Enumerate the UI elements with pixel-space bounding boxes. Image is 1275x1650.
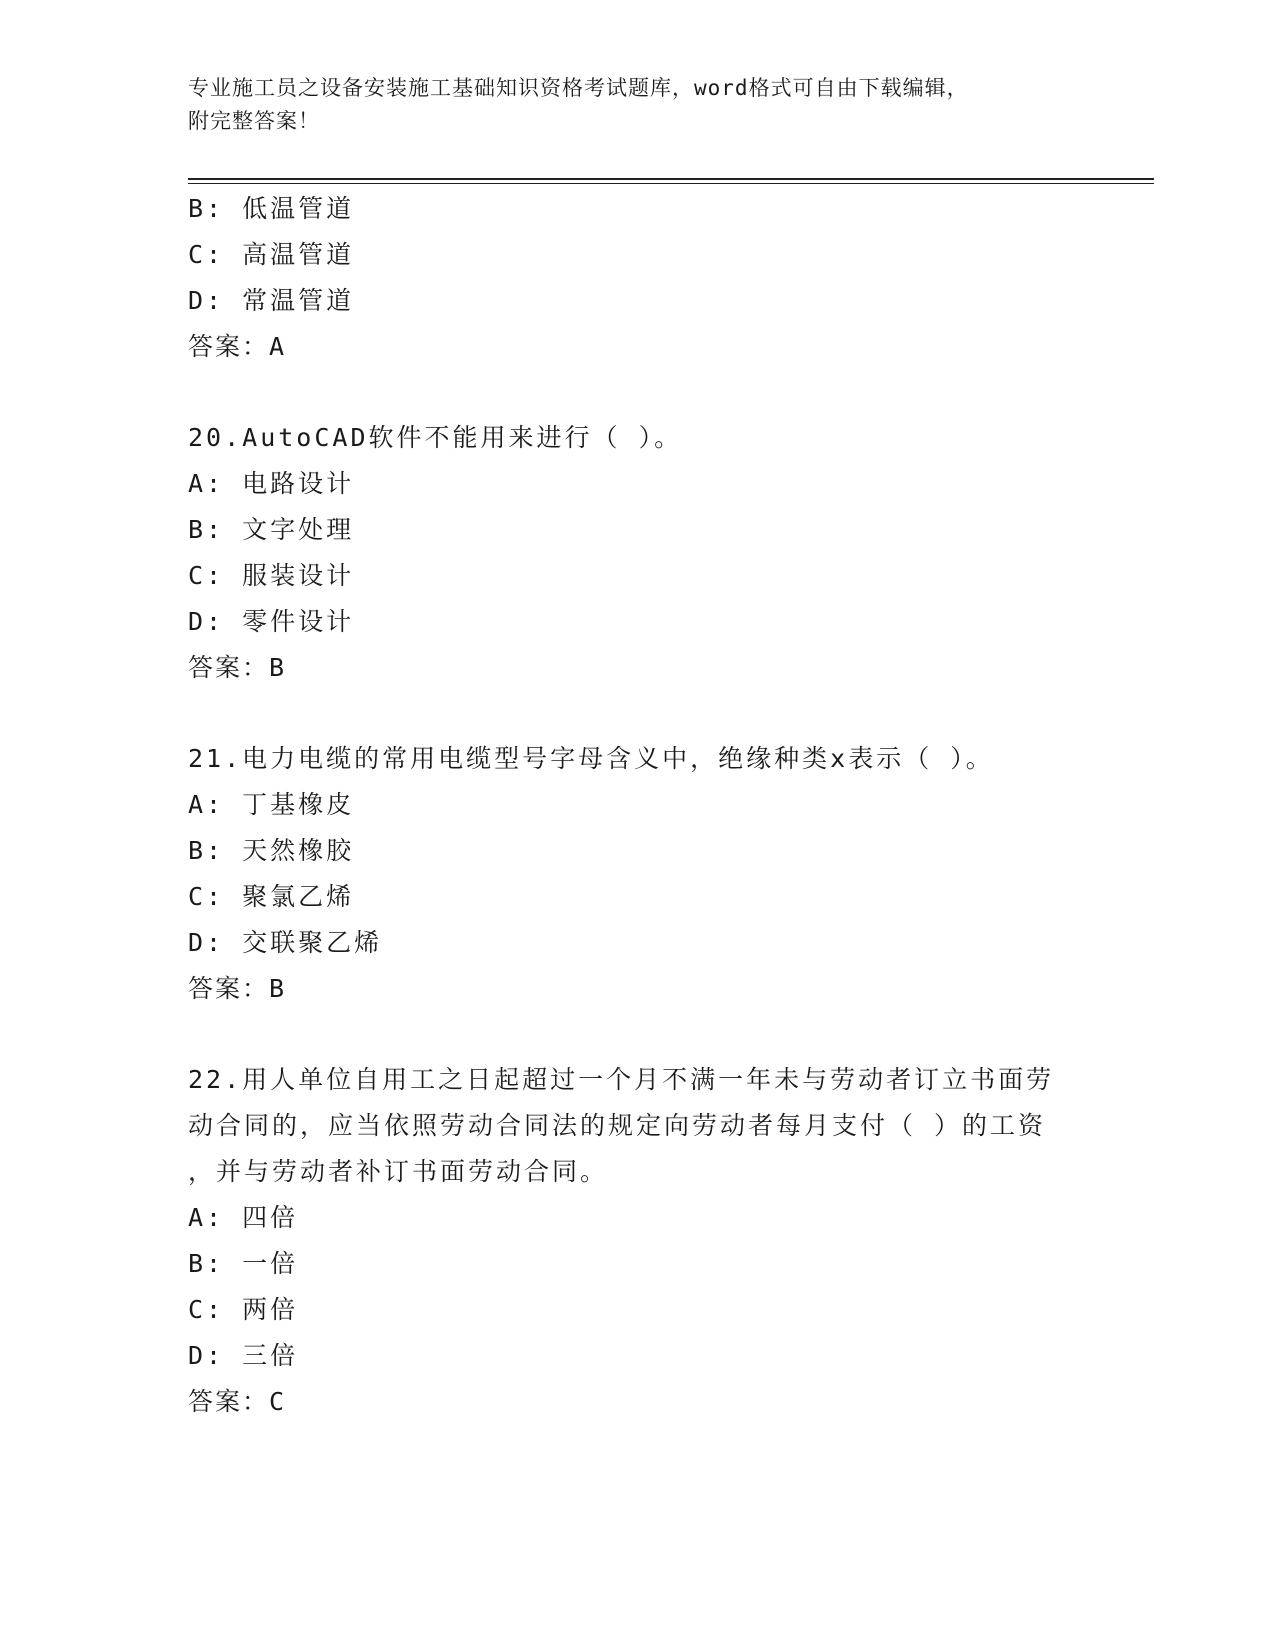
option-a: A: 丁基橡皮 xyxy=(188,790,355,819)
header-line-2: 附完整答案！ xyxy=(188,109,320,133)
header-line-1: 专业施工员之设备安装施工基础知识资格考试题库，word格式可自由下载编辑， xyxy=(188,76,969,100)
option-b: B: 天然橡胶 xyxy=(188,836,355,865)
answer: 答案：A xyxy=(188,332,287,361)
spacer xyxy=(188,1012,1088,1057)
option-c: C: 服装设计 xyxy=(188,561,355,590)
header-divider-thin xyxy=(188,183,1154,184)
question-list xyxy=(188,186,1088,1425)
option-d: D: 三倍 xyxy=(188,1341,299,1370)
question-text-line-3: ，并与劳动者补订书面劳动合同。 xyxy=(188,1157,609,1186)
question-22 xyxy=(188,1057,1088,1425)
answer: 答案：B xyxy=(188,653,287,682)
spacer xyxy=(188,691,1088,736)
question-21 xyxy=(188,736,1088,1012)
option-c: C: 高温管道 xyxy=(188,240,355,269)
option-b: B: 低温管道 xyxy=(188,194,355,223)
option-d: D: 零件设计 xyxy=(188,607,355,636)
header-divider-thick xyxy=(188,178,1154,180)
option-b: B: 一倍 xyxy=(188,1249,299,1278)
document-header xyxy=(188,72,1088,138)
option-a: A: 电路设计 xyxy=(188,469,355,498)
question-text-line-1: 22.用人单位自用工之日起超过一个月不满一年未与劳动者订立书面劳 xyxy=(188,1065,1055,1094)
question-text: 21.电力电缆的常用电缆型号字母含义中，绝缘种类x表示（ ）。 xyxy=(188,744,994,773)
option-b: B: 文字处理 xyxy=(188,515,355,544)
question-20 xyxy=(188,415,1088,691)
question-text-line-2: 动合同的，应当依照劳动合同法的规定向劳动者每月支付（ ）的工资 xyxy=(188,1111,1047,1140)
answer: 答案：C xyxy=(188,1387,287,1416)
answer: 答案：B xyxy=(188,974,287,1003)
option-d: D: 交联聚乙烯 xyxy=(188,928,383,957)
option-a: A: 四倍 xyxy=(188,1203,299,1232)
question-text: 20.AutoCAD软件不能用来进行（ ）。 xyxy=(188,423,683,452)
option-c: C: 聚氯乙烯 xyxy=(188,882,355,911)
option-c: C: 两倍 xyxy=(188,1295,299,1324)
option-d: D: 常温管道 xyxy=(188,286,355,315)
question-19 xyxy=(188,186,1088,370)
spacer xyxy=(188,370,1088,415)
